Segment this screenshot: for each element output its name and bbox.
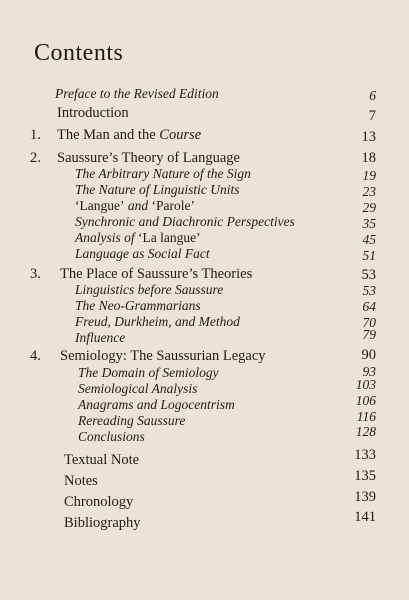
entry-title: The Domain of Semiology (78, 365, 219, 380)
entry-title: Semiology: The Saussurian Legacy (60, 348, 266, 364)
entry-title: Linguistics before Saussure (75, 282, 224, 297)
entry-page: 45 (362, 232, 376, 247)
chapter-number: 2. (30, 150, 41, 166)
entry-page: 18 (361, 150, 376, 166)
chapter-number: 1. (30, 127, 41, 143)
entry-title: The Arbitrary Nature of the Sign (75, 166, 251, 181)
entry-title: Textual Note (64, 452, 140, 468)
entry-title-italic: Course (159, 127, 202, 143)
entry-page: 90 (361, 347, 376, 363)
entry-title: The Place of Saussure’s Theories (60, 266, 253, 282)
entry-page: 53 (361, 267, 376, 283)
entry-page: 141 (354, 509, 376, 525)
entry-title-text: The Man and the (57, 127, 160, 143)
entry-title: Anagrams and Logocentrism (78, 397, 235, 412)
entry-title: The Nature of Linguistic Units (75, 182, 240, 197)
entry-page: 139 (354, 489, 376, 505)
entry-page: 64 (362, 299, 376, 314)
entry-page: 19 (362, 168, 376, 183)
entry-page: 70 (362, 315, 376, 330)
entry-page: 79 (362, 327, 376, 342)
entry-title: Saussure’s Theory of Language (57, 150, 240, 166)
entry-title-text: ‘Parole’ (151, 198, 195, 213)
entry-page: 35 (362, 216, 376, 231)
entry-title: Notes (64, 473, 98, 489)
entry-page: 53 (362, 283, 376, 298)
entry-title: Introduction (57, 105, 129, 121)
entry-page: 128 (355, 424, 376, 439)
entry-title (57, 127, 201, 143)
entry-title: Rereading Saussure (78, 413, 186, 428)
entry-title: Bibliography (64, 515, 141, 531)
entry-title: Conclusions (78, 429, 145, 444)
entry-title-text: ‘La langue’ (138, 230, 201, 245)
entry-title-italic: Analysis of (75, 230, 138, 245)
entry-page: 116 (356, 409, 376, 424)
entry-page: 13 (361, 129, 376, 145)
entry-page: 93 (362, 364, 376, 379)
entry-title: Synchronic and Diachronic Perspectives (75, 214, 295, 229)
entry-page: 29 (362, 200, 376, 215)
chapter-number: 3. (30, 266, 41, 282)
entry-page: 23 (362, 184, 376, 199)
entry-title: Semiological Analysis (78, 381, 198, 396)
entry-title: Preface to the Revised Edition (55, 86, 219, 101)
page-title: Contents (34, 40, 124, 67)
entry-page: 133 (354, 447, 376, 463)
entry-page: 106 (355, 393, 376, 408)
entry-title: Influence (75, 330, 126, 345)
entry-page: 135 (354, 468, 376, 484)
entry-title (75, 230, 201, 246)
entry-title: Language as Social Fact (75, 246, 210, 261)
entry-page: 103 (355, 377, 376, 392)
entry-title: Freud, Durkheim, and Method (75, 314, 240, 329)
entry-title-italic: and (124, 198, 152, 213)
entry-page: 6 (369, 88, 376, 103)
entry-page: 51 (362, 248, 376, 263)
entry-page: 7 (368, 108, 376, 124)
entry-title: The Neo-Grammarians (75, 298, 201, 313)
entry-title (75, 198, 195, 214)
chapter-number: 4. (30, 348, 41, 364)
entry-title: Chronology (64, 494, 134, 510)
entry-title-text: ‘Langue’ (75, 198, 125, 213)
